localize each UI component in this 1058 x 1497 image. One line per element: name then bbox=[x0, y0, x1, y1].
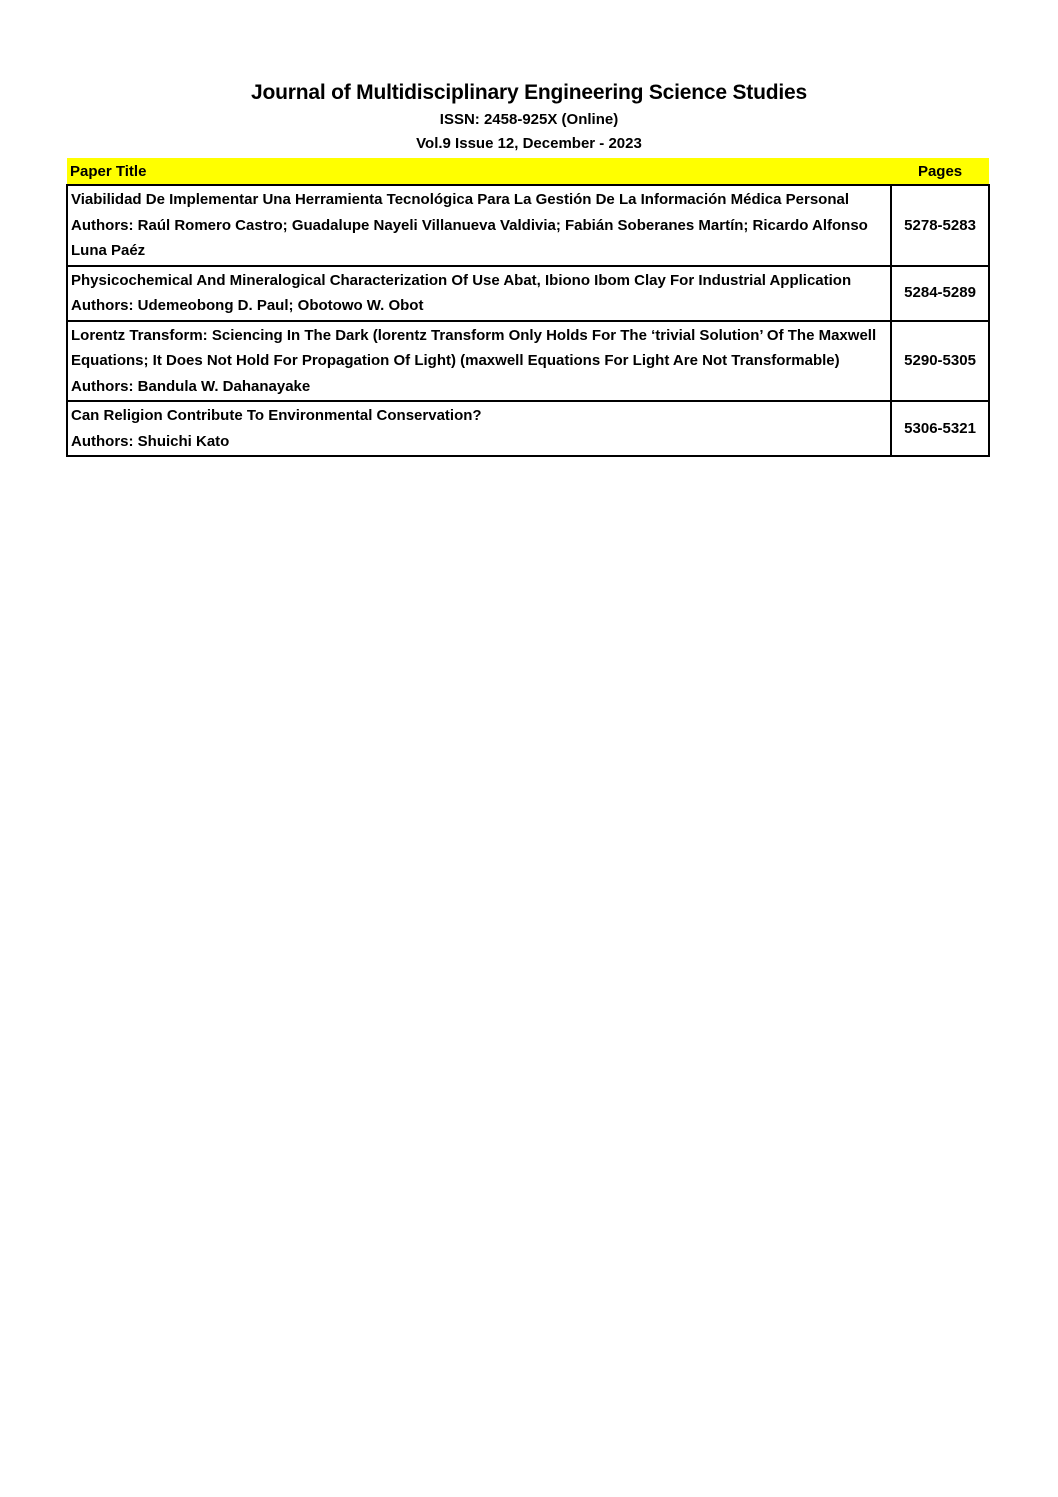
paper-cell bbox=[67, 321, 891, 402]
paper-authors: Authors: Udemeobong D. Paul; Obotowo W. Obot bbox=[71, 297, 424, 314]
paper-title: Physicochemical And Mineralogical Characterization Of Use Abat, Ibiono Ibom Clay For Industrial Application bbox=[71, 271, 852, 289]
page-range: 5306-5321 bbox=[891, 401, 989, 456]
journal-title: Journal of Multidisciplinary Engineering Science Studies bbox=[251, 81, 807, 104]
column-header-paper-title: Paper Title bbox=[67, 158, 891, 185]
column-header-pages: Pages bbox=[891, 158, 989, 185]
table-header-row bbox=[67, 158, 989, 185]
paper-authors: Authors: Raúl Romero Castro; Guadalupe Nayeli Villanueva Valdivia; Fabián Soberanes Martín; Ricardo Alfonso Luna Paéz bbox=[71, 216, 868, 259]
page-range: 5290-5305 bbox=[891, 321, 989, 402]
paper-title: Viabilidad De Implementar Una Herramienta Tecnológica Para La Gestión De La Información Médica Personal bbox=[71, 191, 850, 208]
document-header bbox=[0, 78, 1058, 156]
paper-authors: Authors: Bandula W. Dahanayake bbox=[71, 377, 311, 395]
table-row bbox=[67, 321, 989, 402]
paper-cell bbox=[67, 266, 891, 321]
paper-cell bbox=[67, 401, 891, 456]
table-row bbox=[67, 266, 989, 321]
paper-authors: Authors: Shuichi Kato bbox=[71, 432, 230, 450]
page-range: 5284-5289 bbox=[891, 266, 989, 321]
table-row bbox=[67, 401, 989, 456]
paper-title: Can Religion Contribute To Environmental Conservation? bbox=[71, 407, 482, 424]
table-of-contents bbox=[66, 158, 990, 457]
issn-line: ISSN: 2458-925X (Online) bbox=[439, 111, 619, 128]
page-range: 5278-5283 bbox=[891, 185, 989, 266]
volume-issue-line: Vol.9 Issue 12, December - 2023 bbox=[416, 135, 642, 152]
paper-title: Lorentz Transform: Sciencing In The Dark (lorentz Transform Only Holds For The ‘trivial Solution’ Of The Maxwell Equations; It Does Not Hold For Propagation Of Light) (maxwell Equations For Light Are Not Transformable) bbox=[71, 326, 877, 369]
paper-cell bbox=[67, 185, 891, 266]
table-row bbox=[67, 185, 989, 266]
